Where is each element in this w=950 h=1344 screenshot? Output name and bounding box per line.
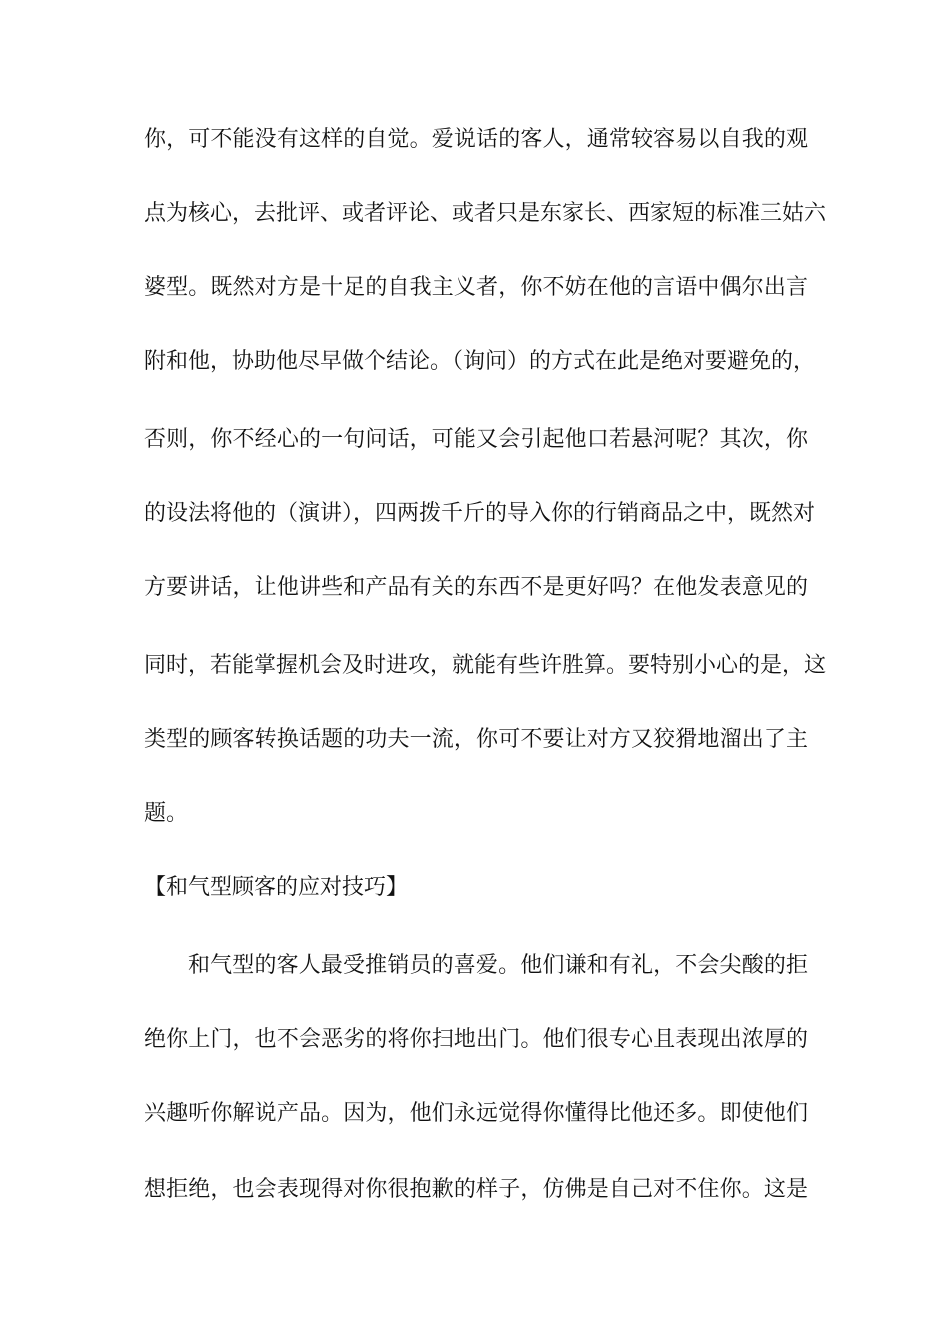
paragraph-line: 婆型。既然对方是十足的自我主义者，你不妨在他的言语中偶尔出言 — [144, 275, 808, 300]
paragraph-line: 方要讲话，让他讲些和产品有关的东西不是更好吗？在他发表意见的 — [144, 575, 808, 600]
paragraph-line: 题。 — [144, 801, 189, 826]
paragraph-line: 附和他，协助他尽早做个结论。（询问）的方式在此是绝对要避免的， — [144, 349, 816, 374]
paragraph-line: 你，可不能没有这样的自觉。爱说话的客人，通常较容易以自我的观 — [144, 127, 808, 152]
paragraph-line: 同时，若能掌握机会及时进攻，就能有些许胜算。要特别小心的是，这 — [144, 653, 827, 678]
paragraph-line: 绝你上门，也不会恶劣的将你扫地出门。他们很专心且表现出浓厚的 — [144, 1027, 808, 1052]
paragraph-line: 类型的顾客转换话题的功夫一流，你可不要让对方又狡猾地溜出了主 — [144, 727, 808, 752]
paragraph-line: 点为核心，去批评、或者评论、或者只是东家长、西家短的标准三姑六 — [144, 201, 827, 226]
paragraph-line: 的设法将他的（演讲），四两拨千斤的导入你的行销商品之中，既然对 — [144, 501, 816, 526]
paragraph-line: 否则，你不经心的一句问话，可能又会引起他口若悬河呢？其次，你 — [144, 427, 808, 452]
paragraph-line: 兴趣听你解说产品。因为，他们永远觉得你懂得比他还多。即使他们 — [144, 1101, 808, 1126]
paragraph-line: 和气型的客人最受推销员的喜爱。他们谦和有礼，不会尖酸的拒 — [188, 953, 808, 978]
section-heading: 【和气型顾客的应对技巧】 — [144, 875, 409, 900]
paragraph-line: 想拒绝，也会表现得对你很抱歉的样子，仿佛是自己对不住你。这是 — [144, 1177, 808, 1202]
